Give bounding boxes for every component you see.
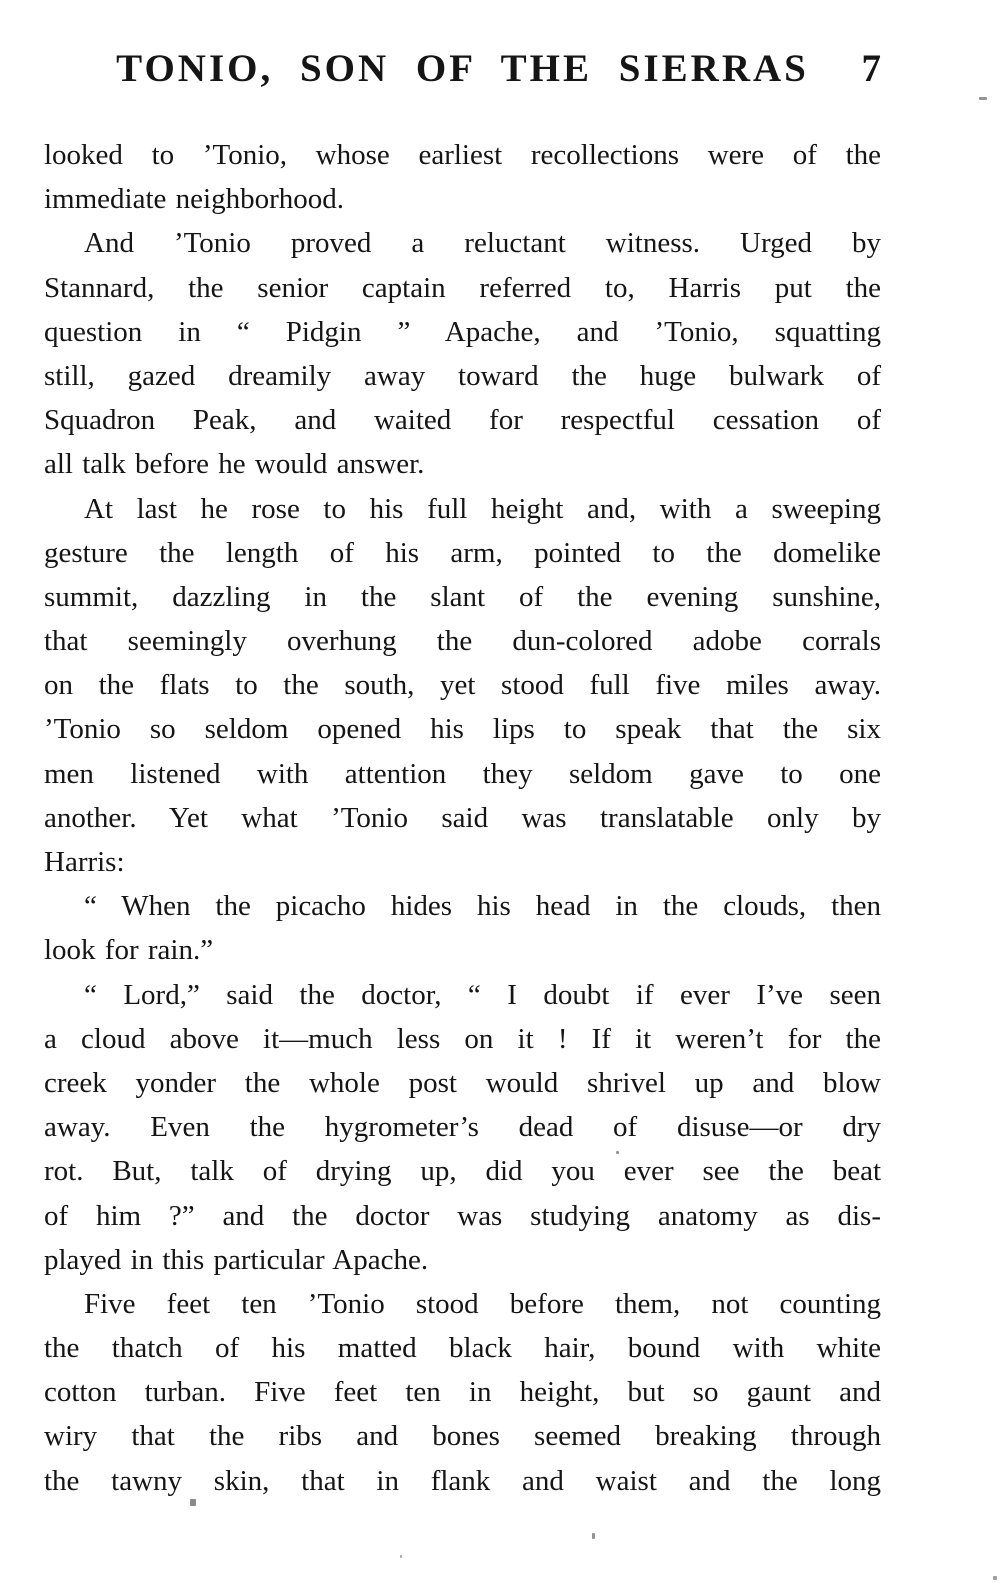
paragraph [44, 884, 881, 972]
body-text [44, 133, 881, 1503]
text-line: still, gazed dreamily away toward the huge bulwark of [44, 359, 881, 392]
page-number: 7 [861, 47, 881, 90]
text-line: summit, dazzling in the slant of the evening sunshine, [44, 580, 881, 613]
text-line: wiry that the ribs and bones seemed breaking through [44, 1420, 881, 1453]
text-line: ’Tonio so seldom opened his lips to speak that the six [44, 713, 881, 746]
text-line: that seemingly overhung the dun-colored adobe corrals [44, 625, 881, 658]
text-line: looked to ’Tonio, whose earliest recollections were of the [44, 139, 881, 171]
text-line: At last he rose to his full height and, with a sweeping [84, 492, 881, 525]
text-line: on the flats to the south, yet stood full five miles away. [44, 669, 881, 702]
text-line: away. Even the hygrometer’s dead of disuse—or dry [44, 1111, 881, 1144]
running-header-title: TONIO, SON OF THE SIERRAS [116, 47, 809, 90]
text-line: all talk before he would answer. [44, 448, 425, 481]
scan-speck [993, 1576, 997, 1580]
text-line: Five feet ten ’Tonio stood before them, not counting [84, 1287, 881, 1320]
paragraph [44, 221, 881, 486]
scan-speck [616, 1151, 619, 1154]
text-line: of him ?” and the doctor was studying anatomy as dis- [44, 1199, 881, 1232]
text-line: And ’Tonio proved a reluctant witness. Urged by [84, 227, 881, 260]
text-line: cotton turban. Five feet ten in height, but so gaunt and [44, 1376, 881, 1409]
running-header [44, 48, 881, 94]
paragraph [44, 1282, 881, 1503]
text-line: rot. But, talk of drying up, did you ever see the beat [44, 1155, 881, 1188]
text-line: question in “ Pidgin ” Apache, and ’Tonio, squatting [44, 315, 881, 348]
paragraph [44, 133, 881, 221]
text-line: immediate neighborhood. [44, 183, 344, 216]
text-line: look for rain.” [44, 934, 214, 967]
scan-speck [190, 1499, 196, 1506]
text-line: gesture the length of his arm, pointed to the domelike [44, 536, 881, 569]
paragraph [44, 487, 881, 885]
scan-speck [592, 1533, 595, 1539]
text-line: Squadron Peak, and waited for respectful cessation of [44, 404, 881, 437]
text-line: another. Yet what ’Tonio said was translatable only by [44, 801, 881, 834]
scan-speck [979, 97, 987, 100]
text-line: “ When the picacho hides his head in the clouds, then [84, 890, 881, 923]
text-line: the tawny skin, that in flank and waist and the long [44, 1464, 881, 1497]
text-line: “ Lord,” said the doctor, “ I doubt if ever I’ve seen [84, 978, 881, 1011]
text-line: played in this particular Apache. [44, 1243, 429, 1276]
text-line: men listened with attention they seldom gave to one [44, 757, 881, 790]
text-line: a cloud above it—much less on it ! If it weren’t for the [44, 1022, 881, 1055]
text-line: Harris: [44, 846, 125, 878]
text-line: the thatch of his matted black hair, bound with white [44, 1332, 881, 1365]
text-line: creek yonder the whole post would shrivel up and blow [44, 1066, 881, 1099]
text-line: Stannard, the senior captain referred to, Harris put the [44, 271, 881, 304]
scan-speck [400, 1555, 402, 1558]
paragraph [44, 973, 881, 1282]
